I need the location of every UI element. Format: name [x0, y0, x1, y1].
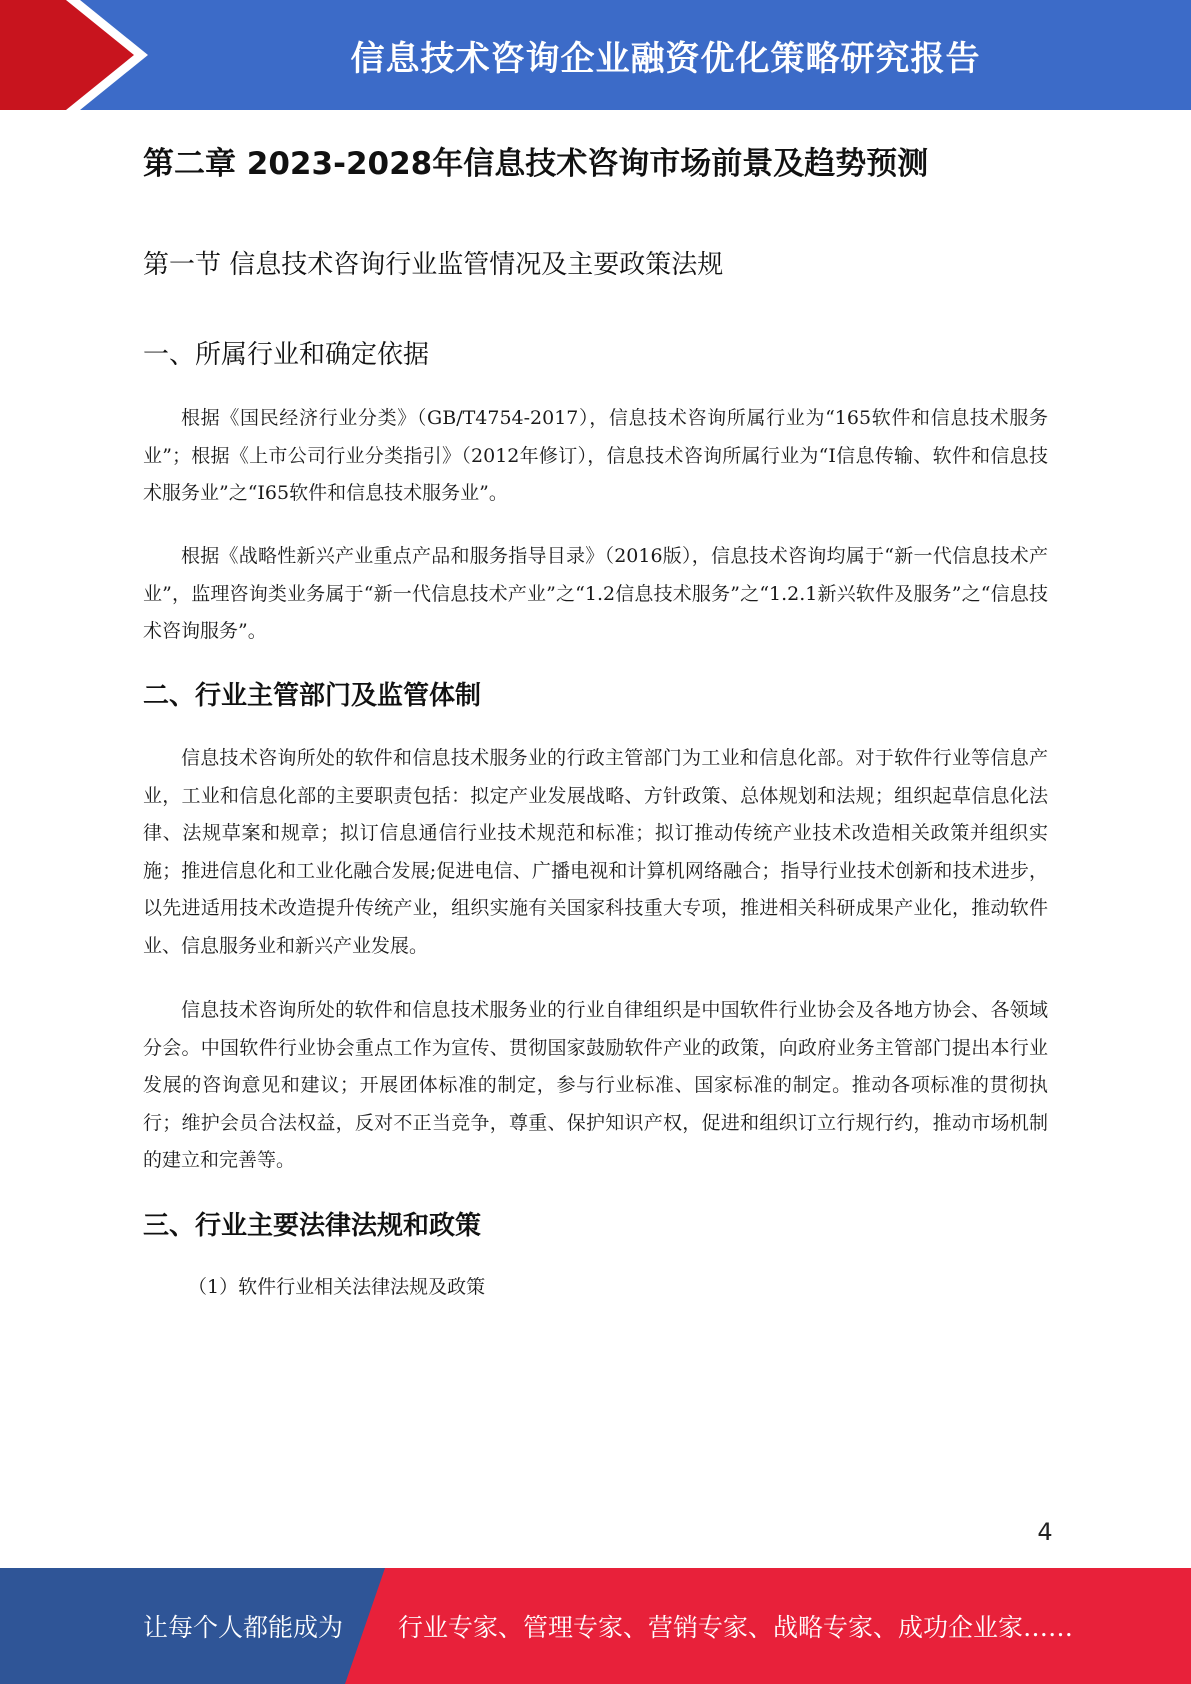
footer-slogan-right: 行业专家、管理专家、营销专家、战略专家、成功企业家…… — [398, 1613, 1074, 1642]
subsection-heading-3: 三、行业主要法律法规和政策 — [143, 1211, 482, 1241]
page-number: 4 — [1037, 1518, 1053, 1546]
header-banner — [0, 0, 1191, 110]
footer-slogan-left: 让每个人都能成为 — [143, 1613, 344, 1642]
report-title: 信息技术咨询企业融资优化策略研究报告 — [350, 38, 981, 79]
paragraph: 信息技术咨询所处的软件和信息技术服务业的行业自律组织是中国软件行业协会及各地方协会、各领域分会。中国软件行业协会重点工作为宣传、贯彻国家鼓励软件产业的政策，向政府业务主管部门提出本行业发展的咨询意见和建议；开展团体标准的制定，参与行业标准、国家标准的制定。推动各项标准的贯彻执行；维护会员合法权益，反对不正当竞争，尊重、保护知识产权，促进和组织订立行规行约，推动市场机制的建立和完善等。 — [143, 999, 1048, 1171]
paragraph: 信息技术咨询所处的软件和信息技术服务业的行政主管部门为工业和信息化部。对于软件行业等信息产业，工业和信息化部的主要职责包括：拟定产业发展战略、方针政策、总体规划和法规；组织起草信息化法律、法规草案和规章；拟订信息通信行业技术规范和标准；拟订推动传统产业技术改造相关政策并组织实施；推进信息化和工业化融合发展;促进电信、广播电视和计算机网络融合；指导行业技术创新和技术进步，以先进适用技术改造提升传统产业，组织实施有关国家科技重大专项，推进相关科研成果产业化，推动软件业、信息服务业和新兴产业发展。 — [143, 747, 1048, 957]
paragraph: 根据《国民经济行业分类》（GB/T4754-2017），信息技术咨询所属行业为“165软件和信息技术服务业”；根据《上市公司行业分类指引》（2012年修订），信息技术咨询所属行业为“I信息传输、软件和信息技术服务业”之“I65软件和信息技术服务业”。 — [143, 407, 1048, 504]
chapter-title: 第二章 2023-2028年信息技术咨询市场前景及趋势预测 — [143, 146, 929, 182]
paragraph: 根据《战略性新兴产业重点产品和服务指导目录》（2016版），信息技术咨询均属于“新一代信息技术产业”，监理咨询类业务属于“新一代信息技术产业”之“1.2信息技术服务”之“1.2.1新兴软件及服务”之“信息技术咨询服务”。 — [143, 545, 1048, 642]
subsection-heading-1: 一、所属行业和确定依据 — [143, 340, 430, 370]
header-arrow-icon — [0, 0, 160, 110]
list-item: （1）软件行业相关法律法规及政策 — [188, 1276, 486, 1298]
footer-banner — [0, 1568, 1191, 1684]
subsection-heading-2: 二、行业主管部门及监管体制 — [143, 681, 482, 711]
section-title: 第一节 信息技术咨询行业监管情况及主要政策法规 — [143, 250, 724, 280]
